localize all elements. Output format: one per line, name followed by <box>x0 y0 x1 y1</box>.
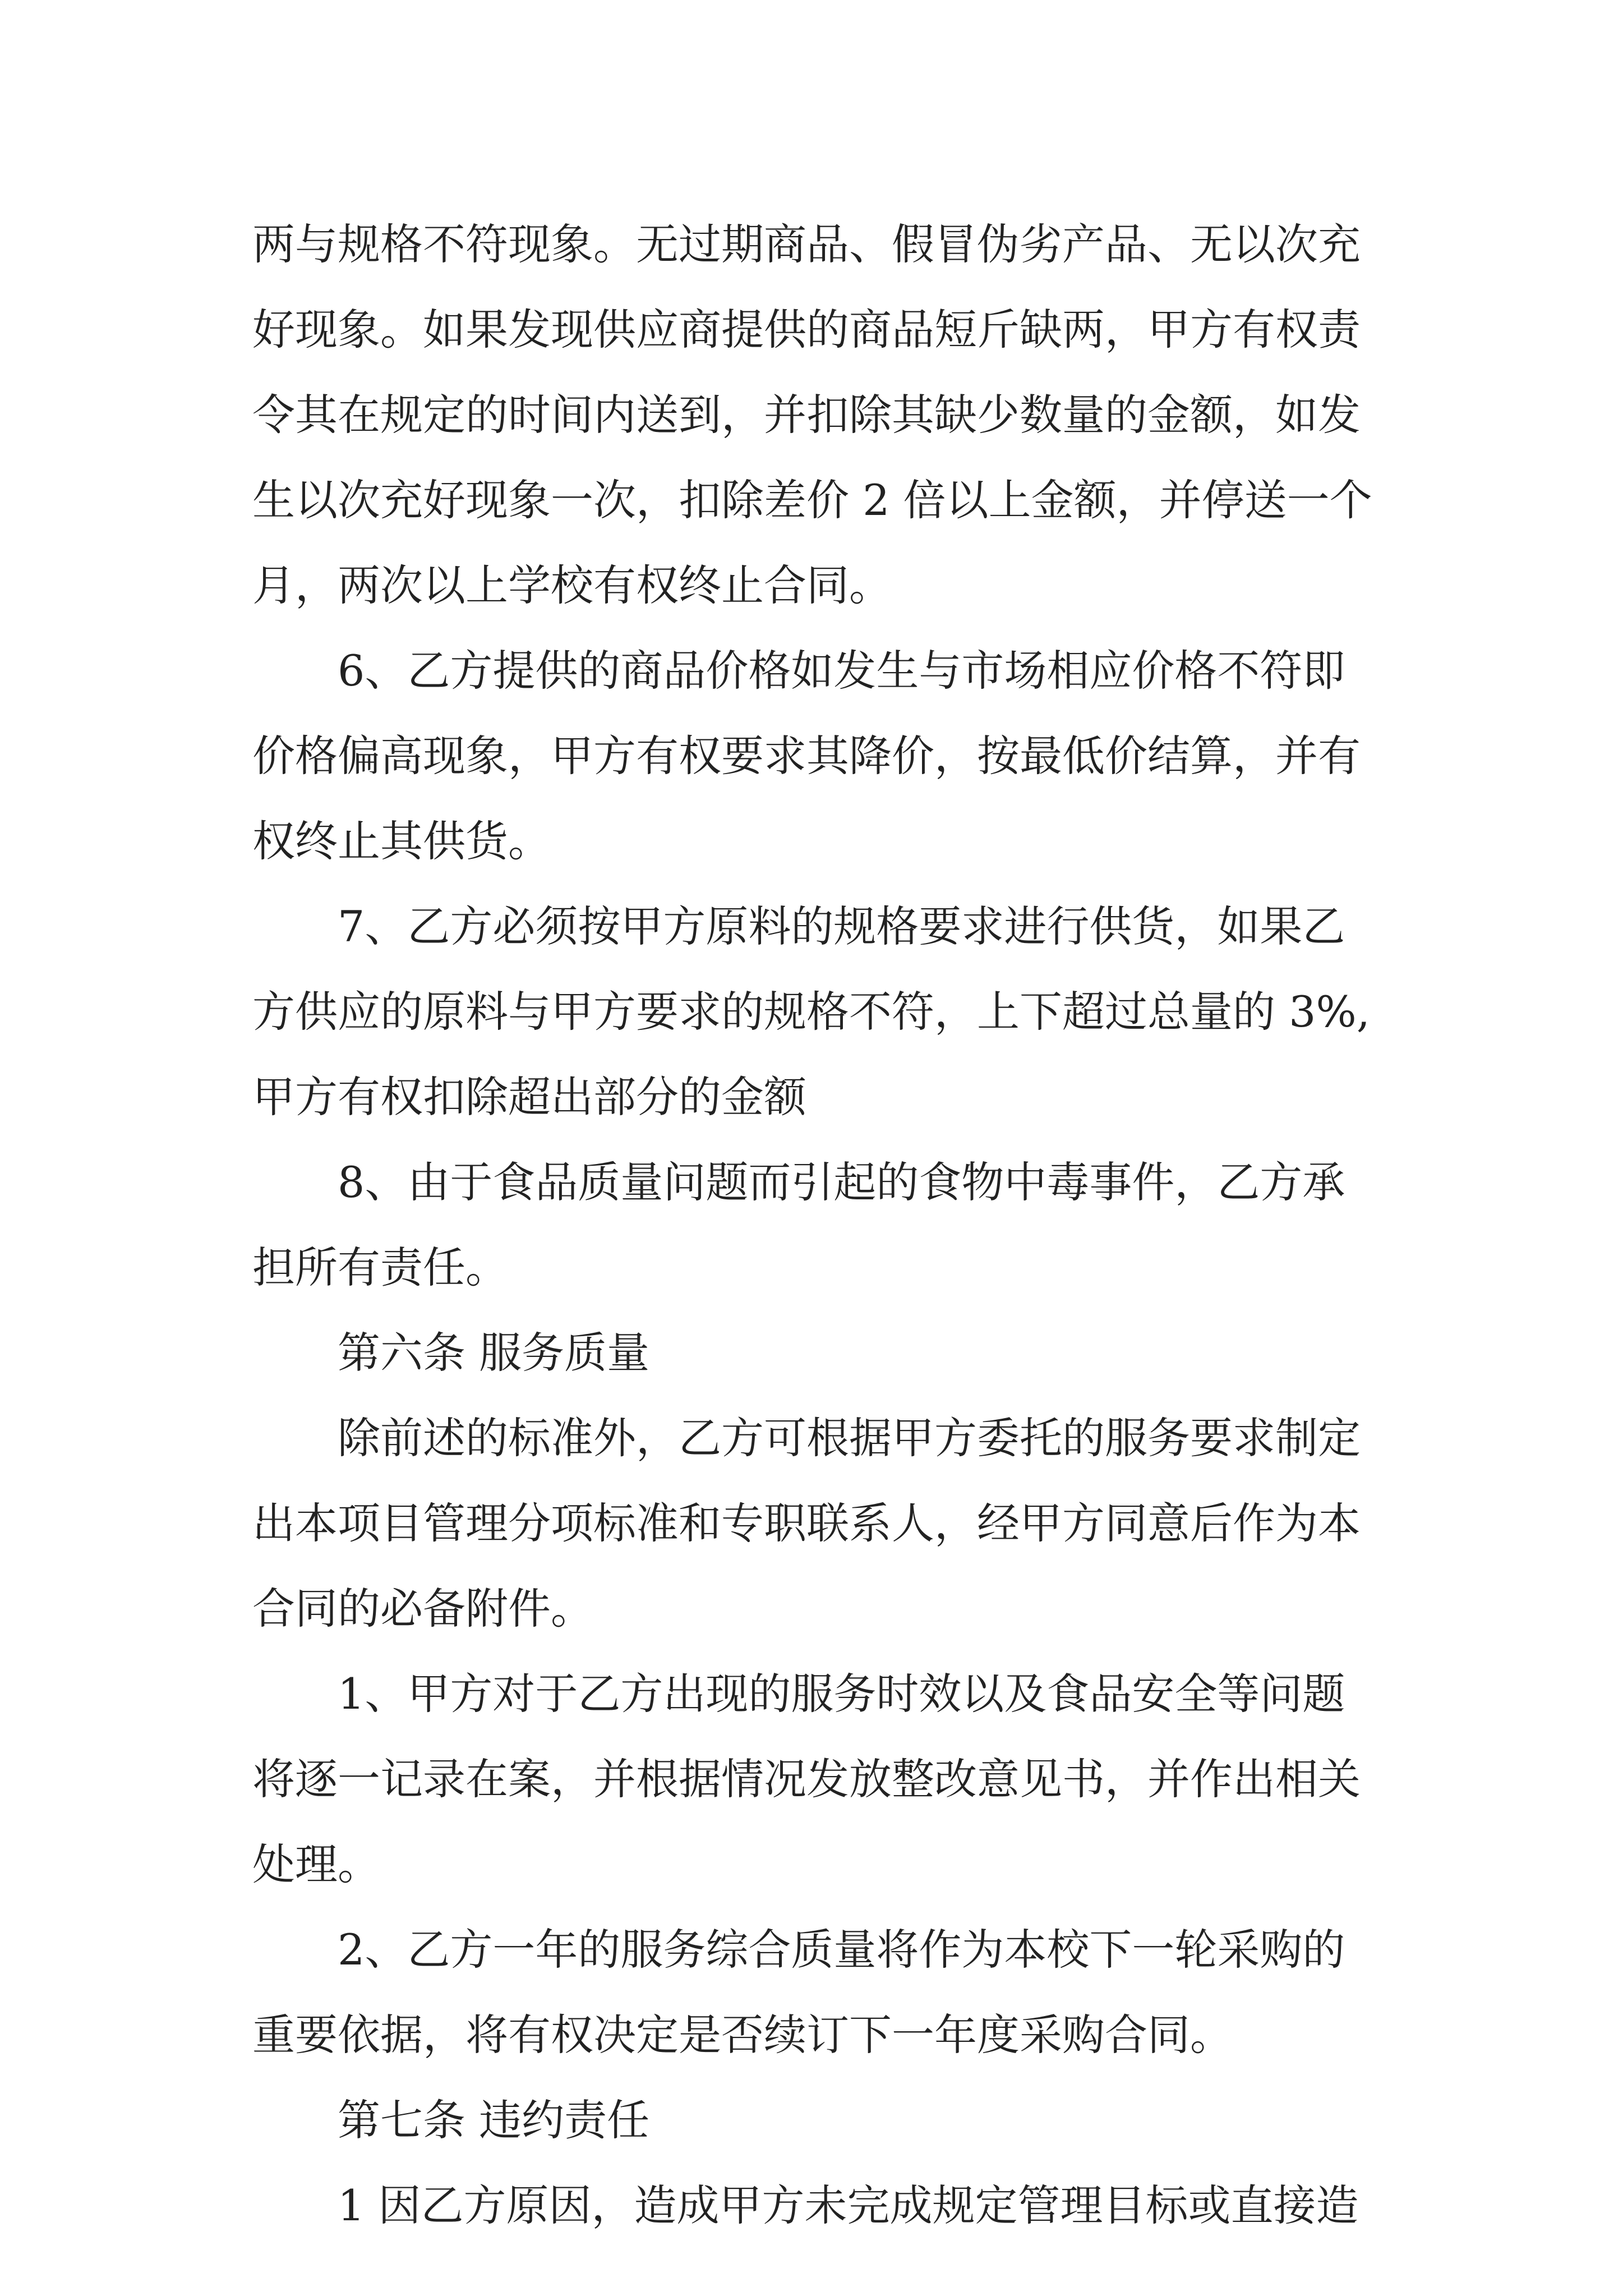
text-line-5: 月，两次以上学校有权终止合同。 <box>252 560 892 610</box>
text-line-4: 生以次充好现象一次，扣除差价 2 倍以上金额，并停送一个 <box>252 475 1372 525</box>
text-line-11: 甲方有权扣除超出部分的金额 <box>252 1072 806 1122</box>
text-line-18: 1、甲方对于乙方出现的服务时效以及食品安全等问题 <box>338 1669 1345 1719</box>
text-line-24: 1 因乙方原因，造成甲方未完成规定管理目标或直接造 <box>338 2180 1359 2230</box>
text-line-8: 权终止其供货。 <box>252 816 551 866</box>
text-line-21: 2、乙方一年的服务综合质量将作为本校下一轮采购的 <box>338 1925 1345 1975</box>
text-line-1: 两与规格不符现象。无过期商品、假冒伪劣产品、无以次充 <box>252 219 1361 269</box>
section-heading-article-7: 第七条 违约责任 <box>338 2095 650 2145</box>
document-body <box>252 202 1380 2248</box>
text-line-6: 6、乙方提供的商品价格如发生与市场相应价格不符即 <box>338 646 1345 696</box>
text-line-22: 重要依据，将有权决定是否续订下一年度采购合同。 <box>252 2010 1233 2060</box>
text-line-10: 方供应的原料与甲方要求的规格不符，上下超过总量的 3%, <box>252 987 1370 1037</box>
section-heading-article-6: 第六条 服务质量 <box>338 1328 650 1378</box>
text-line-20: 处理。 <box>252 1839 380 1889</box>
text-line-15: 除前述的标准外，乙方可根据甲方委托的服务要求制定 <box>338 1413 1361 1463</box>
text-line-12: 8、由于食品质量问题而引起的食物中毒事件，乙方承 <box>338 1157 1345 1207</box>
text-line-3: 令其在规定的时间内送到，并扣除其缺少数量的金额，如发 <box>252 390 1361 440</box>
text-line-19: 将逐一记录在案，并根据情况发放整改意见书，并作出相关 <box>252 1754 1361 1804</box>
text-line-16: 出本项目管理分项标准和专职联系人，经甲方同意后作为本 <box>252 1498 1361 1548</box>
text-line-2: 好现象。如果发现供应商提供的商品短斤缺两，甲方有权责 <box>252 305 1361 355</box>
text-line-9: 7、乙方必须按甲方原料的规格要求进行供货，如果乙 <box>338 901 1345 951</box>
text-line-7: 价格偏高现象，甲方有权要求其降价，按最低价结算，并有 <box>252 731 1361 781</box>
text-line-13: 担所有责任。 <box>252 1243 508 1292</box>
text-line-17: 合同的必备附件。 <box>252 1584 593 1634</box>
